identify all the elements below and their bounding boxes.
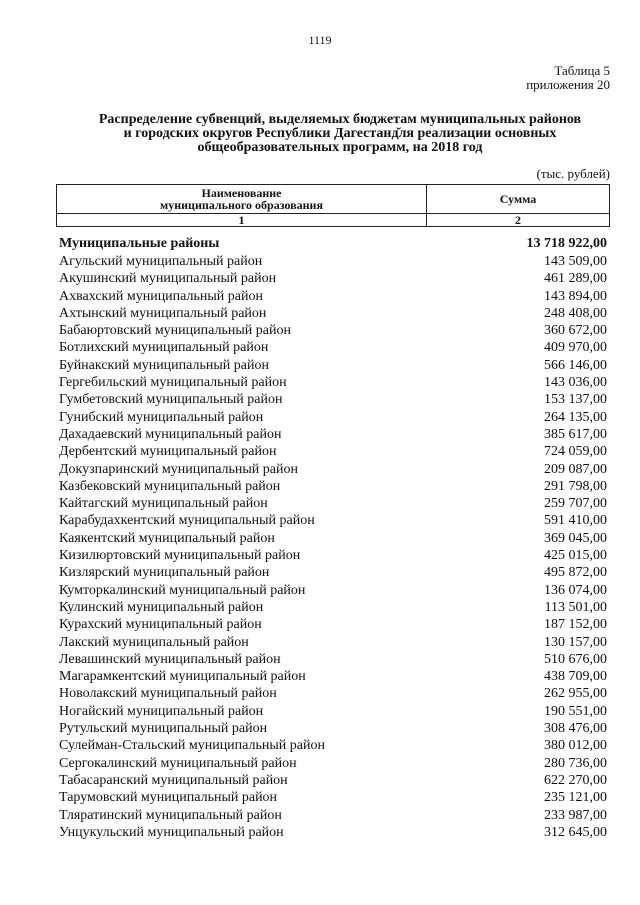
table-row xyxy=(59,547,607,564)
column-number-2: 2 xyxy=(427,214,610,227)
district-list xyxy=(59,253,607,841)
district-amount: 233 987,00 xyxy=(544,807,607,823)
district-name: Курахский муниципальный район xyxy=(59,617,262,633)
district-amount: 136 074,00 xyxy=(544,582,607,598)
district-name: Сергокалинский муниципальный район xyxy=(59,755,297,771)
table-row xyxy=(59,495,607,512)
district-amount: 312 645,00 xyxy=(544,824,607,840)
district-name: Кизлярский муниципальный район xyxy=(59,565,270,581)
district-amount: 591 410,00 xyxy=(544,513,607,529)
district-name: Лакский муниципальный район xyxy=(59,634,249,650)
district-amount: 385 617,00 xyxy=(544,426,607,442)
district-amount: 280 736,00 xyxy=(544,755,607,771)
appendix-label: приложения 20 xyxy=(526,77,610,92)
table-row xyxy=(59,634,607,651)
district-amount: 360 672,00 xyxy=(544,323,607,339)
table-row xyxy=(59,270,607,287)
title-line-3: общеобразовательных программ, на 2018 год xyxy=(197,140,483,155)
table-row xyxy=(59,374,607,391)
table-row xyxy=(59,789,607,806)
table-row xyxy=(59,530,607,547)
district-name: Магарамкентский муниципальный район xyxy=(59,669,306,685)
table-row xyxy=(59,582,607,599)
total-row xyxy=(59,235,607,253)
table-row xyxy=(59,253,607,270)
district-name: Карабудахкентский муниципальный район xyxy=(59,513,315,529)
district-name: Кизилюртовский муниципальный район xyxy=(59,548,301,564)
district-amount: 262 955,00 xyxy=(544,686,607,702)
district-amount: 724 059,00 xyxy=(544,444,607,460)
district-name: Гергебильский муниципальный район xyxy=(59,375,287,391)
document-title xyxy=(50,113,630,155)
table-row xyxy=(59,772,607,789)
table-row xyxy=(59,599,607,616)
district-amount: 187 152,00 xyxy=(544,617,607,633)
total-name: Муниципальные районы xyxy=(59,236,220,251)
table-row xyxy=(59,391,607,408)
table-row xyxy=(59,616,607,633)
district-name: Бабаюртовский муниципальный район xyxy=(59,323,291,339)
district-name: Левашинский муниципальный район xyxy=(59,651,281,667)
column-header-name xyxy=(57,185,427,214)
district-name: Каякентский муниципальный район xyxy=(59,530,275,546)
title-line-1: Распределение субвенций, выделяемых бюджетам муниципальных районов xyxy=(98,112,582,127)
table-header xyxy=(56,184,610,227)
district-amount: 143 036,00 xyxy=(544,375,607,391)
table-row xyxy=(59,478,607,495)
table-row xyxy=(59,651,607,668)
district-name: Рутульский муниципальный район xyxy=(59,721,268,737)
table-row xyxy=(59,409,607,426)
table-row xyxy=(59,339,607,356)
table-row xyxy=(59,357,607,374)
title-line-2: и городских округов Республики Дагестанд̆ля реализации основных xyxy=(123,126,557,141)
table-reference xyxy=(526,64,610,92)
table-row xyxy=(59,305,607,322)
table-row xyxy=(59,703,607,720)
district-name: Ботлихский муниципальный район xyxy=(59,340,269,356)
column-header-amount: Сумма xyxy=(427,185,610,214)
table-row xyxy=(59,461,607,478)
column-header-name-line-1: Наименование xyxy=(201,186,282,200)
district-name: Кулинский муниципальный район xyxy=(59,599,264,615)
district-amount: 409 970,00 xyxy=(544,340,607,356)
district-name: Ахвахский муниципальный район xyxy=(59,288,263,304)
district-amount: 248 408,00 xyxy=(544,305,607,321)
page-number: 1119 xyxy=(308,33,332,47)
district-amount: 369 045,00 xyxy=(544,530,607,546)
district-name: Кумторкалинский муниципальный район xyxy=(59,582,306,598)
table-row xyxy=(59,720,607,737)
district-amount: 190 551,00 xyxy=(544,703,607,719)
district-amount: 425 015,00 xyxy=(544,548,607,564)
district-name: Унцукульский муниципальный район xyxy=(59,824,284,840)
district-amount: 566 146,00 xyxy=(544,357,607,373)
district-name: Казбековский муниципальный район xyxy=(59,478,281,494)
table-row xyxy=(59,755,607,772)
district-amount: 153 137,00 xyxy=(544,392,607,408)
district-name: Буйнакский муниципальный район xyxy=(59,357,269,373)
table-row xyxy=(59,668,607,685)
district-amount: 130 157,00 xyxy=(544,634,607,650)
district-name: Тарумовский муниципальный район xyxy=(59,790,278,806)
table-row xyxy=(59,512,607,529)
table-row xyxy=(59,564,607,581)
units-label: (тыс. рублей) xyxy=(536,166,610,181)
column-number-row xyxy=(57,214,610,227)
table-row xyxy=(59,288,607,305)
district-name: Дербентский муниципальный район xyxy=(59,444,277,460)
district-name: Сулейман-Стальский муниципальный район xyxy=(59,738,325,754)
district-name: Тляратинский муниципальный район xyxy=(59,807,282,823)
district-amount: 461 289,00 xyxy=(544,271,607,287)
district-amount: 438 709,00 xyxy=(544,669,607,685)
district-name: Докузпаринский муниципальный район xyxy=(59,461,298,477)
district-amount: 259 707,00 xyxy=(544,496,607,512)
district-amount: 495 872,00 xyxy=(544,565,607,581)
district-name: Табасаранский муниципальный район xyxy=(59,772,288,788)
district-name: Новолакский муниципальный район xyxy=(59,686,277,702)
district-name: Гумбетовский муниципальный район xyxy=(59,392,283,408)
table-row xyxy=(59,322,607,339)
district-amount: 510 676,00 xyxy=(544,651,607,667)
district-amount: 380 012,00 xyxy=(544,738,607,754)
district-amount: 209 087,00 xyxy=(544,461,607,477)
district-amount: 113 501,00 xyxy=(544,599,607,615)
table-row xyxy=(59,426,607,443)
district-name: Ногайский муниципальный район xyxy=(59,703,264,719)
district-amount: 622 270,00 xyxy=(544,772,607,788)
table-row xyxy=(59,824,607,841)
table-label: Таблица 5 xyxy=(554,63,610,78)
header-row xyxy=(57,185,610,214)
district-name: Гунибский муниципальный район xyxy=(59,409,264,425)
column-number-1: 1 xyxy=(57,214,427,227)
district-amount: 291 798,00 xyxy=(544,478,607,494)
district-name: Акушинский муниципальный район xyxy=(59,271,277,287)
total-amount: 13 718 922,00 xyxy=(526,236,607,251)
district-amount: 143 509,00 xyxy=(544,254,607,269)
district-amount: 308 476,00 xyxy=(544,721,607,737)
table-row xyxy=(59,443,607,460)
district-name: Ахтынский муниципальный район xyxy=(59,305,267,321)
district-name: Агульский муниципальный район xyxy=(59,254,263,269)
district-name: Дахадаевский муниципальный район xyxy=(59,426,282,442)
table-row xyxy=(59,685,607,702)
district-amount: 143 894,00 xyxy=(544,288,607,304)
district-name: Кайтагский муниципальный район xyxy=(59,496,268,512)
column-header-name-line-2: муниципального образования xyxy=(160,198,323,212)
table-row xyxy=(59,807,607,824)
district-amount: 264 135,00 xyxy=(544,409,607,425)
table-row xyxy=(59,737,607,754)
district-amount: 235 121,00 xyxy=(544,790,607,806)
table-body xyxy=(59,235,607,841)
